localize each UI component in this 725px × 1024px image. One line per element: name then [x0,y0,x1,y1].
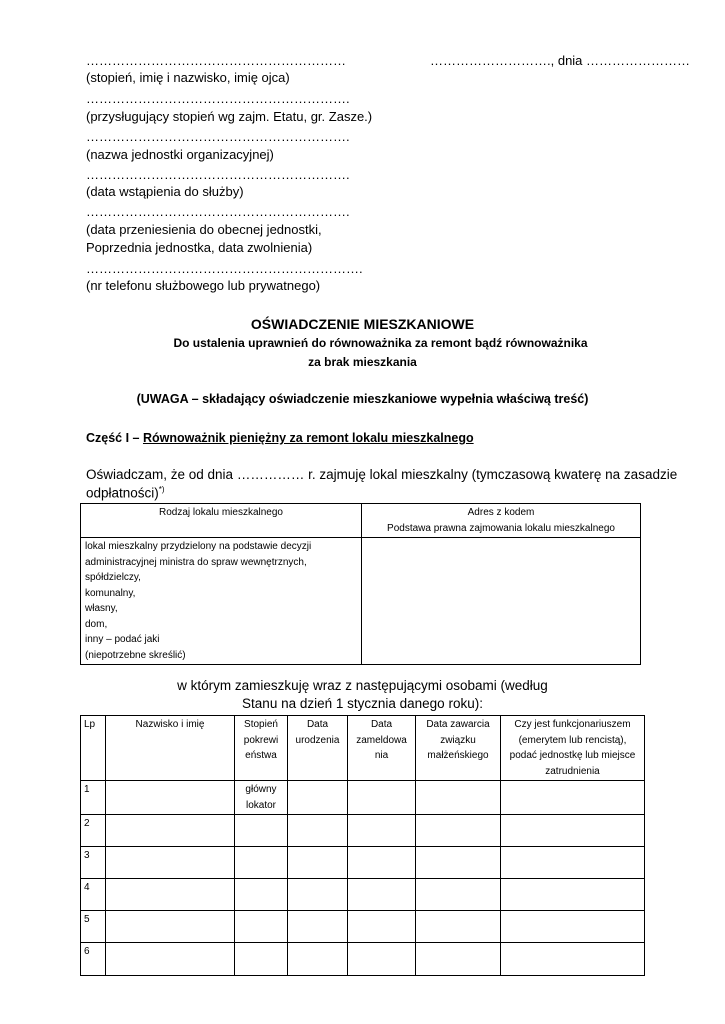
rank-label: (przysługujący stopień wg zajm. Etatu, gr. Zasze.) [86,109,373,124]
employment-header-line: zatrudnienia [545,765,600,777]
table-row [81,943,645,976]
employment-header [501,716,645,781]
residents-intro-line-2: Stanu na dzień 1 stycznia danego roku): [242,696,483,711]
unit-dots-line: ……………………………………………………. [86,129,350,144]
main-tenant-line: lokator [245,799,276,811]
phone-dots-line: ………………………………………………………. [86,261,363,276]
statement-line-2 [86,485,165,501]
table-row [81,911,645,943]
birth-date-header-line: Data [306,719,329,730]
birth-date-header [288,716,348,781]
row-number: 6 [81,943,106,976]
employment-header-line: Czy jest funkcjonariuszem [514,719,631,730]
kinship-header-line: eństwa [245,750,277,761]
registration-date-cell[interactable] [348,911,416,943]
marriage-header-line: związku [440,734,476,746]
birth-date-cell[interactable] [288,847,348,879]
employment-cell[interactable] [501,847,645,879]
registration-date-cell[interactable] [348,815,416,847]
dwelling-option: własny, [85,603,118,614]
registration-date-header [348,716,416,781]
birth-date-cell[interactable] [288,879,348,911]
name-cell[interactable] [106,943,235,976]
marriage-date-cell[interactable] [416,911,501,943]
dwelling-option: komunalny, [85,587,136,599]
row-number: 2 [81,815,106,847]
name-cell[interactable] [106,911,235,943]
name-cell[interactable] [106,815,235,847]
employment-header-line: podać jednostkę lub miejsce [509,750,636,761]
kinship-cell[interactable] [235,943,288,976]
part-1-title: Równoważnik pieniężny za remont lokalu mieszkalnego [142,431,474,445]
subtitle-line-1: Do ustalenia uprawnień do równoważnika za remont bądź równoważnika [173,336,588,350]
service-label: (data wstąpienia do służby) [86,184,244,199]
fill-in-note: (UWAGA – składający oświadczenie mieszkaniowe wypełnia właściwą treść) [136,392,589,406]
document-title: OŚWIADCZENIE MIESZKANIOWE [250,316,475,332]
statement-line-1: Oświadczam, że od dnia …………… r. zajmuję lokal mieszkalny (tymczasową kwaterę na zasadzie [86,467,678,482]
dwelling-option: administracyjnej ministra do spraw wewnętrznych, [85,556,307,568]
name-label: (stopień, imię i nazwisko, imię ojca) [86,70,290,85]
employment-cell[interactable] [501,943,645,976]
name-cell[interactable] [106,781,235,815]
row-number: 3 [81,847,106,879]
employment-cell[interactable] [501,781,645,815]
registration-header-line: nia [374,750,389,761]
marriage-date-cell[interactable] [416,847,501,879]
registration-date-cell[interactable] [348,847,416,879]
kinship-cell [235,781,288,815]
marriage-header-line: Data zawarcia [426,719,490,730]
kinship-cell[interactable] [235,815,288,847]
residents-table [80,715,645,976]
registration-header-line: Data [370,719,393,730]
transfer-dots-line: ……………………………………………………. [86,204,350,219]
employment-cell[interactable] [501,815,645,847]
birth-date-cell[interactable] [288,781,348,815]
part-1-heading [86,431,474,445]
dwelling-option: (niepotrzebne skreślić) [85,649,186,661]
registration-date-cell[interactable] [348,879,416,911]
marriage-date-cell[interactable] [416,879,501,911]
name-cell[interactable] [106,847,235,879]
address-header-line-2: Podstawa prawna zajmowania lokalu mieszkalnego [387,522,615,534]
employment-cell[interactable] [501,879,645,911]
row-number: 5 [81,911,106,943]
dwelling-option: lokal mieszkalny przydzielony na podstawie decyzji [85,541,312,552]
dwelling-option: dom, [85,618,108,630]
kinship-header-line: pokrewi [243,734,279,746]
transfer-label-1: (data przeniesienia do obecnej jednostki, [86,222,322,237]
place-date-line: ………………………., dnia …………………… [430,53,691,68]
kinship-cell[interactable] [235,879,288,911]
address-header-line-1: Adres z kodem [467,507,535,518]
marriage-date-cell[interactable] [416,781,501,815]
birth-date-cell[interactable] [288,815,348,847]
subtitle-line-2: za brak mieszkania [308,355,417,369]
marriage-header-line: małżeńskiego [427,750,489,761]
part-1-prefix: Część I – [86,431,143,445]
name-cell[interactable] [106,879,235,911]
table-row [81,815,645,847]
rank-dots-line: ……………………………………………………. [86,91,350,106]
marriage-date-header [416,716,501,781]
row-number: 1 [81,781,106,815]
unit-label: (nazwa jednostki organizacyjnej) [86,147,274,162]
footnote-mark: *) [158,485,165,494]
main-tenant-line: główny [245,784,277,795]
lp-header: Lp [81,716,106,781]
marriage-date-cell[interactable] [416,943,501,976]
name-header: Nazwisko i imię [106,716,235,781]
name-dots-line: …………………………………………………… [86,53,346,68]
phone-label: (nr telefonu służbowego lub prywatnego) [86,278,321,293]
dwelling-option: inny – podać jaki [85,634,160,645]
address-input-cell[interactable] [362,538,641,665]
dwelling-option: spółdzielczy, [85,572,141,583]
marriage-date-cell[interactable] [416,815,501,847]
statement-text: odpłatności) [86,485,159,501]
table-row [81,781,645,815]
table-row [81,847,645,879]
registration-date-cell[interactable] [348,781,416,815]
dwelling-type-header: Rodzaj lokalu mieszkalnego [81,504,362,538]
residents-intro-line-1: w którym zamieszkuję wraz z następującymi osobami (według [177,678,548,693]
birth-date-cell[interactable] [288,943,348,976]
kinship-cell[interactable] [235,911,288,943]
dwelling-type-options [81,538,362,665]
birth-date-cell[interactable] [288,911,348,943]
transfer-label-2: Poprzednia jednostka, data zwolnienia) [86,240,313,255]
address-header [362,504,641,538]
registration-date-cell[interactable] [348,943,416,976]
employment-cell[interactable] [501,911,645,943]
employment-header-line: (emerytem lub rencistą), [518,734,627,746]
row-number: 4 [81,879,106,911]
service-dots-line: ……………………………………………………. [86,167,350,182]
kinship-header [235,716,288,781]
kinship-header-line: Stopień [244,719,278,730]
birth-date-header-line: urodzenia [295,734,340,746]
dwelling-type-table [80,503,641,665]
kinship-cell[interactable] [235,847,288,879]
registration-header-line: zameldowa [356,734,407,746]
table-row [81,879,645,911]
